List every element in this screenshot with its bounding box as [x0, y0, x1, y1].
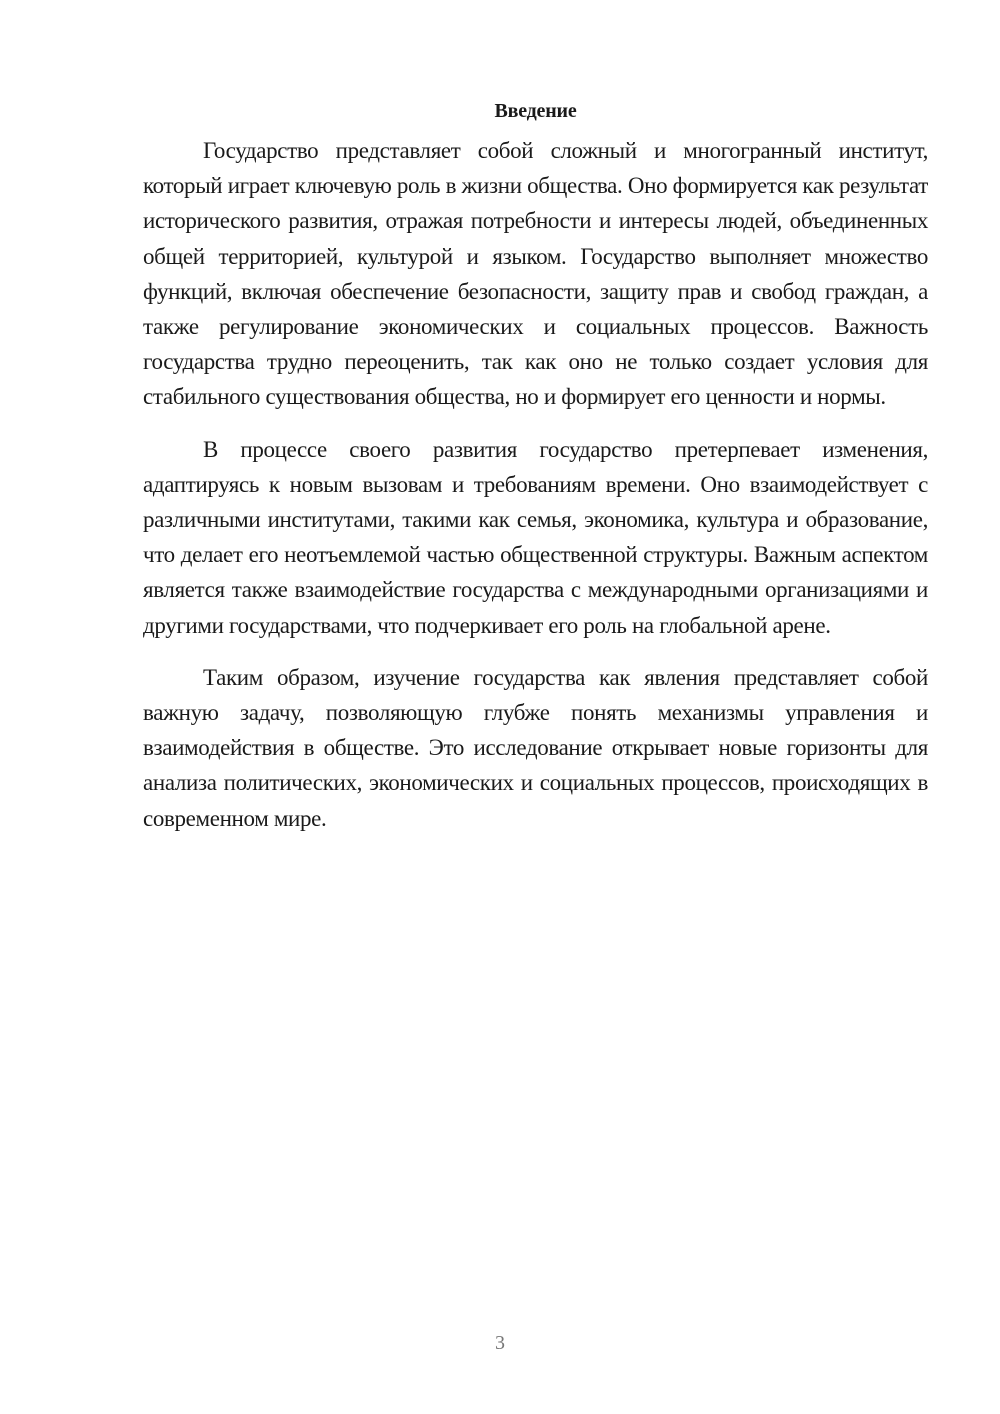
paragraph-2: В процессе своего развития государство претерпевает изменения, адаптируясь к новым вызовам и требованиям времени. Оно взаимодействует с различными институтами, такими как семья, экономика, культура и образование, что делает его неотъемлемой частью общественной структуры. Важным аспектом является также взаимодействие государства с международными организациями и другими государствами, что подчеркивает его роль на глобальной арене.: [143, 436, 928, 638]
paragraph-3: Таким образом, изучение государства как явления представляет собой важную задачу, позволяющую глубже понять механизмы управления и взаимодействия в обществе. Это исследование открывает новые горизонты для анализа политических, экономических и социальных процессов, происходящих в современном мире.: [143, 664, 928, 831]
page-number: 3: [495, 1332, 505, 1354]
paragraph-1: Государство представляет собой сложный и многогранный институт, который играет ключевую роль в жизни общества. Оно формируется как результат исторического развития, отражая потребности и интересы людей, объединенных общей территорией, культурой и языком. Государство выполняет множество функций, включая обеспечение безопасности, защиту прав и свобод граждан, а также регулирование экономических и социальных процессов. Важность государства трудно переоценить, так как оно не только создает условия для стабильного существования общества, но и формирует его ценности и нормы.: [143, 138, 928, 410]
section-title: Введение: [494, 100, 577, 122]
document-page: [143, 96, 928, 836]
